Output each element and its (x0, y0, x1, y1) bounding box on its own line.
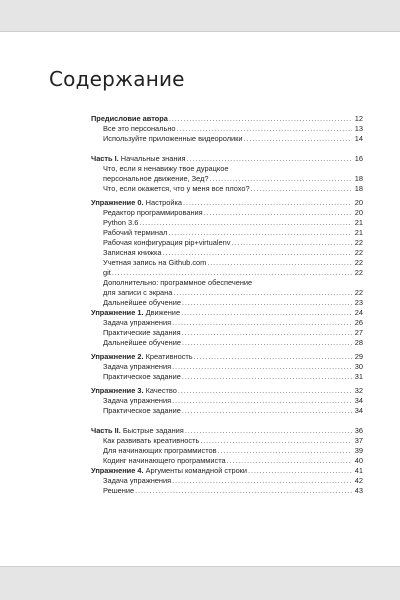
toc-entry-label: Упражнение 1. (91, 308, 144, 317)
toc-entry-title: Как развивать креативность (103, 436, 200, 445)
toc-leader-dots (182, 298, 352, 308)
toc-page-number: 12 (354, 114, 363, 123)
toc-leader-dots (183, 198, 352, 208)
toc-page-number: 42 (354, 476, 363, 485)
toc-entry-subtitle: Аргументы командной строки (143, 466, 248, 475)
toc-page-number: 32 (354, 386, 363, 395)
toc-entry[interactable] (91, 446, 363, 456)
toc-entry-title: Записная книжка (103, 248, 162, 257)
toc-entry-label: Упражнение 4. (91, 466, 144, 475)
toc-entry[interactable] (91, 486, 363, 496)
toc-page-number: 43 (354, 486, 363, 495)
toc-entry-title: Дальнейшее обучение (103, 298, 181, 307)
toc-leader-dots (168, 228, 352, 238)
toc-entry-title: Практическое задание (103, 372, 181, 381)
toc-entry[interactable] (91, 298, 363, 308)
toc-entry[interactable] (91, 318, 363, 328)
toc-entry-label: Упражнение 0. (91, 198, 144, 207)
toc-leader-dots (169, 114, 352, 124)
toc-leader-dots (135, 486, 352, 496)
toc-entry-title: Задача упражнения (103, 362, 172, 371)
toc-entry[interactable] (91, 456, 363, 466)
toc-entry[interactable] (91, 436, 363, 446)
toc-entry[interactable] (91, 372, 363, 382)
toc-entry[interactable] (91, 248, 363, 258)
toc-entry-subtitle: Качество (143, 386, 177, 395)
toc-page-number: 39 (354, 446, 363, 455)
toc-entry-title: Решение (103, 486, 135, 495)
toc-entry[interactable] (91, 268, 363, 278)
toc-leader-dots (182, 328, 352, 338)
toc-page-number: 30 (354, 362, 363, 371)
toc-leader-dots (218, 446, 352, 456)
toc-leader-dots (251, 184, 352, 194)
toc-leader-dots (231, 238, 352, 248)
toc-leader-dots (172, 318, 352, 328)
toc-entry-title: Практическое задание (103, 406, 181, 415)
toc-page-number: 21 (354, 218, 363, 227)
toc-page-number: 22 (354, 248, 363, 257)
toc-entry[interactable] (91, 362, 363, 372)
toc-page-number: 22 (354, 258, 363, 267)
toc-entry-subtitle: Быстрые задания (120, 426, 184, 435)
toc-entry-label: Упражнение 2. (91, 352, 144, 361)
toc-entry-title: персональное движение, Зед? (103, 174, 209, 183)
toc-leader-dots (248, 466, 352, 476)
toc-entry[interactable] (91, 218, 363, 228)
toc-page-number: 34 (354, 406, 363, 415)
toc-leader-dots (177, 124, 352, 134)
toc-page-number: 23 (354, 298, 363, 307)
toc-entry-label: Упражнение 3. (91, 386, 144, 395)
toc-entry-title (91, 114, 168, 124)
toc-entry-title: Учетная запись на Github.com (103, 258, 207, 267)
toc-entry[interactable] (91, 278, 363, 288)
toc-entry-title: для записи с экрана (103, 288, 173, 297)
toc-leader-dots (172, 396, 352, 406)
toc-leader-dots (204, 208, 352, 218)
toc-leader-dots (172, 362, 352, 372)
toc-page-number: 36 (354, 426, 363, 435)
section-gap (91, 144, 363, 154)
toc-entry-title: Используйте приложенные видеоролики (103, 134, 243, 143)
toc-entry-title (91, 352, 193, 362)
toc-section-entry[interactable] (91, 386, 363, 396)
toc-entry-subtitle: Настройка (143, 198, 182, 207)
toc-leader-dots (200, 436, 352, 446)
toc-entry[interactable] (91, 396, 363, 406)
toc-entry-title: Для начинающих программистов (103, 446, 217, 455)
toc-leader-dots (182, 406, 352, 416)
toc-leader-dots (227, 456, 352, 466)
toc-page-number: 20 (354, 198, 363, 207)
toc-page-number: 37 (354, 436, 363, 445)
toc-entry-title: Практические задания (103, 328, 181, 337)
toc-leader-dots (181, 308, 352, 318)
toc-leader-dots (210, 174, 352, 184)
section-gap (91, 416, 363, 426)
toc-entry-title: Все это персонально (103, 124, 176, 133)
top-margin (0, 0, 400, 31)
toc-entry-subtitle: Движение (143, 308, 181, 317)
toc-entry-subtitle: Начальные знания (118, 154, 186, 163)
toc-entry-title (91, 154, 186, 164)
toc-leader-dots (207, 258, 352, 268)
toc-leader-dots (163, 248, 352, 258)
toc-page-number: 13 (354, 124, 363, 133)
toc-entry-title (91, 466, 247, 476)
toc-entry[interactable] (91, 338, 363, 348)
toc-entry-title: Рабочий терминал (103, 228, 168, 237)
toc-entry-title (91, 198, 182, 208)
toc-section-entry[interactable] (91, 308, 363, 318)
toc-entry[interactable] (91, 228, 363, 238)
book-page (0, 31, 400, 567)
toc-leader-dots (172, 476, 352, 486)
toc-page-number: 24 (354, 308, 363, 317)
toc-leader-dots (139, 218, 352, 228)
toc-page-number: 40 (354, 456, 363, 465)
toc-page-number: 18 (354, 174, 363, 183)
toc-section-entry[interactable] (91, 154, 363, 164)
toc-entry-title: git (103, 268, 111, 277)
toc-entry-title: Задача упражнения (103, 318, 172, 327)
toc-entry[interactable] (91, 134, 363, 144)
toc-page-number: 41 (354, 466, 363, 475)
toc-page-number: 31 (354, 372, 363, 381)
page-title: Содержание (49, 67, 185, 91)
toc-page-number: 22 (354, 268, 363, 277)
toc-entry[interactable] (91, 184, 363, 194)
toc-leader-dots (187, 154, 352, 164)
toc-page-number: 21 (354, 228, 363, 237)
toc-page-number: 22 (354, 288, 363, 297)
toc-entry-title: Рабочая конфигурация pip+virtualenv (103, 238, 231, 247)
toc-leader-dots (194, 352, 352, 362)
toc-entry-title (91, 386, 177, 396)
toc-entry[interactable] (91, 476, 363, 486)
toc-page-number: 34 (354, 396, 363, 405)
toc-entry[interactable] (91, 208, 363, 218)
toc-section-entry[interactable] (91, 466, 363, 476)
toc-leader-dots (185, 426, 352, 436)
toc-entry-title: Python 3.6 (103, 218, 139, 227)
toc-entry-title: Дополнительно: программное обеспечение (103, 278, 253, 287)
toc-leader-dots (112, 268, 352, 278)
toc-leader-dots (182, 372, 352, 382)
bottom-margin (0, 567, 400, 600)
toc-entry-title: Дальнейшее обучение (103, 338, 181, 347)
toc-page-number: 16 (354, 154, 363, 163)
toc-section-entry[interactable] (91, 426, 363, 436)
toc-entry-label: Предисловие автора (91, 114, 168, 123)
toc-entry-title: Что, если я ненавижу твое дурацкое (103, 164, 229, 173)
toc-entry-title: Задача упражнения (103, 476, 172, 485)
toc-page-number: 20 (354, 208, 363, 217)
toc-entry[interactable] (91, 164, 363, 174)
toc-page-number: 26 (354, 318, 363, 327)
toc-section-entry[interactable] (91, 198, 363, 208)
toc-entry[interactable] (91, 328, 363, 338)
toc-leader-dots (244, 134, 352, 144)
toc-leader-dots (182, 338, 352, 348)
toc-entry[interactable] (91, 174, 363, 184)
toc-section-entry[interactable] (91, 352, 363, 362)
table-of-contents (91, 114, 363, 496)
toc-page-number: 29 (354, 352, 363, 361)
toc-entry[interactable] (91, 406, 363, 416)
toc-page-number: 27 (354, 328, 363, 337)
toc-entry-subtitle: Креативность (143, 352, 193, 361)
toc-entry-title: Задача упражнения (103, 396, 172, 405)
toc-page-number: 18 (354, 184, 363, 193)
toc-entry[interactable] (91, 288, 363, 298)
toc-entry[interactable] (91, 124, 363, 134)
toc-entry-title: Кодинг начинающего программиста (103, 456, 226, 465)
toc-page-number: 14 (354, 134, 363, 143)
toc-leader-dots (178, 386, 352, 396)
toc-leader-dots (173, 288, 352, 298)
toc-page-number: 28 (354, 338, 363, 347)
toc-entry-label: Часть I. (91, 154, 119, 163)
toc-entry-label: Часть II. (91, 426, 121, 435)
toc-entry-title: Редактор программирования (103, 208, 203, 217)
toc-entry-title: Что, если окажется, что у меня все плохо? (103, 184, 250, 193)
toc-section-entry[interactable] (91, 114, 363, 124)
toc-entry[interactable] (91, 238, 363, 248)
toc-entry-title (91, 308, 180, 318)
toc-page-number: 22 (354, 238, 363, 247)
toc-entry-title (91, 426, 184, 436)
toc-entry[interactable] (91, 258, 363, 268)
